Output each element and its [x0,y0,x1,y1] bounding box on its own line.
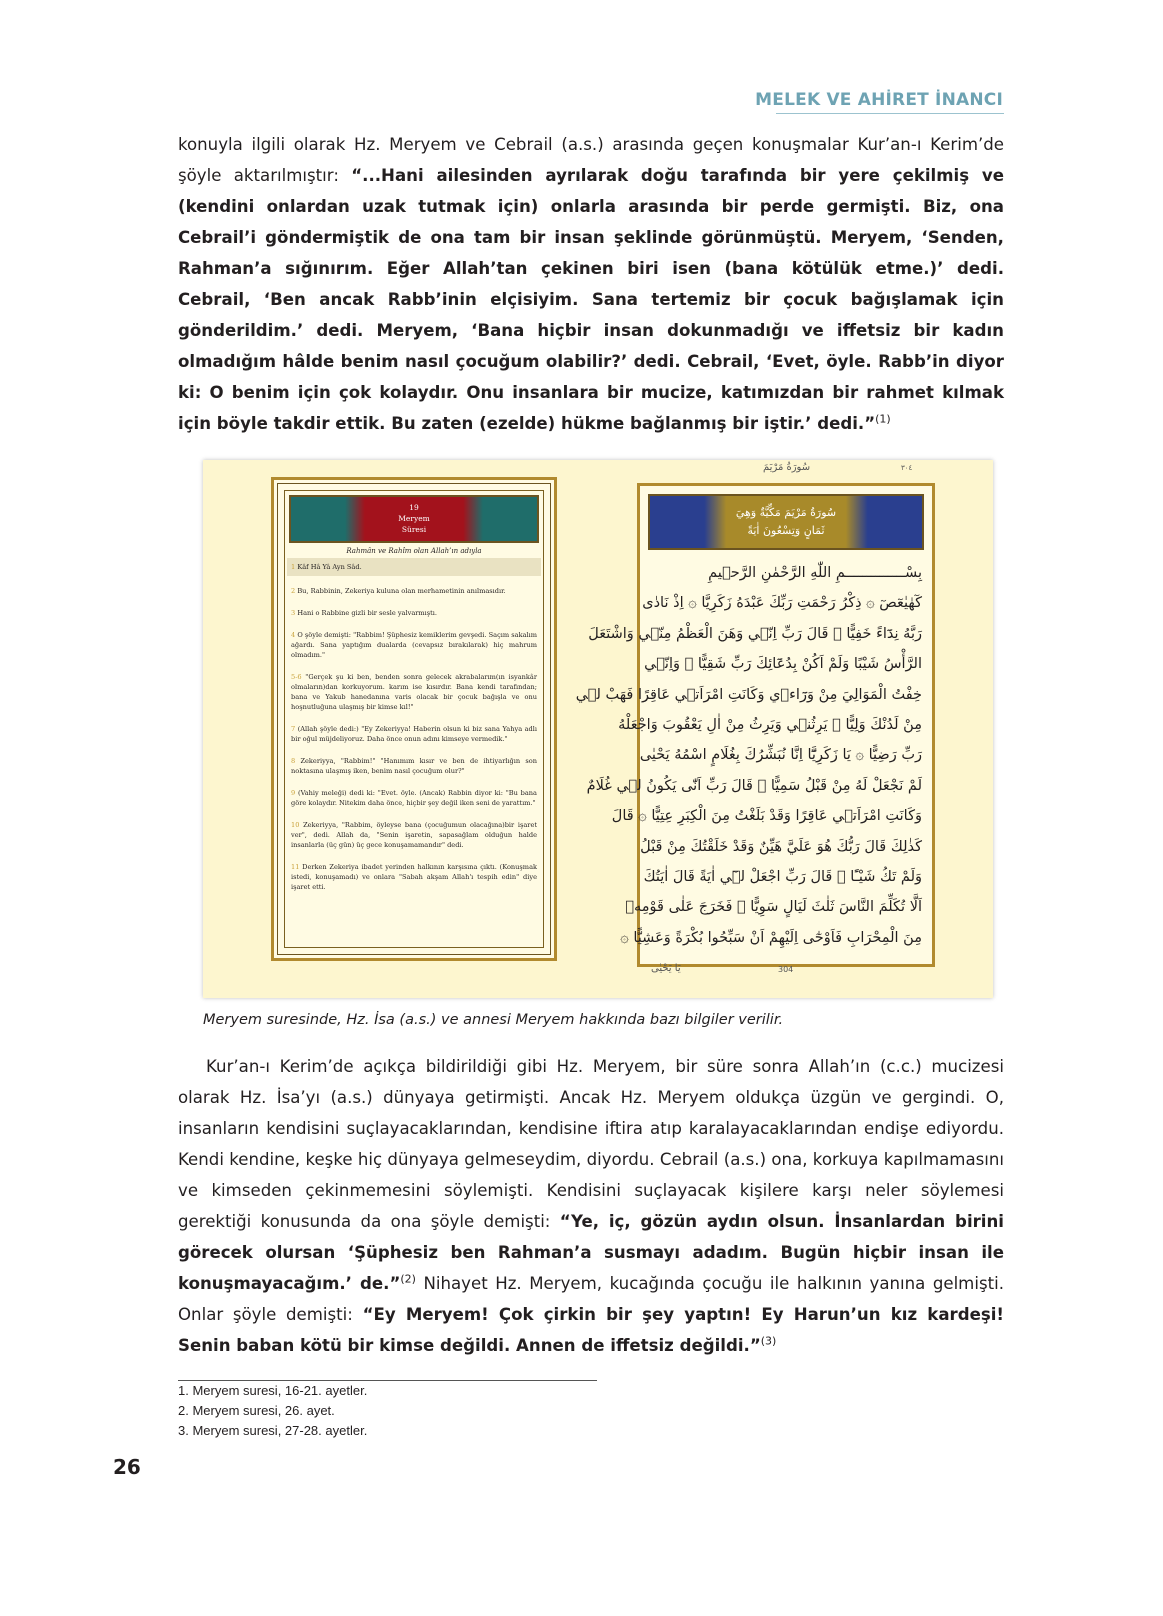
arabic-line: مِنَ الْمِحْرَابِ فَاَوْحٰٓى اِلَيْهِمْ اَنْ سَبِّحُوا بُكْرَةً وَعَشِيًّا ۞ [620,929,922,946]
arabic-line: لَمْ نَجْعَلْ لَهُ مِنْ قَبْلُ سَمِيًّا ۞ قَالَ رَبِّ اَنّٰى يَكُونُ ل۪ي غُلَامٌ [586,777,922,794]
verse-number: 2 [291,587,296,595]
arabic-line: رَبِّ رَضِيًّا ۞ يَا زَكَرِيَّٓا اِنَّا نُبَشِّرُكَ بِغُلَامٍ اسْمُهُ يَحْيٰى [639,747,922,764]
verse [291,820,537,850]
paragraph-text: Kur’an-ı Kerim’de açıkça bildirildiği gibi Hz. Meryem, bir süre sonra Allah’ın (c.c.) mucizesi olarak Hz. İsa’yı (a.s.) dünyaya getirmişti. Ancak Hz. Meryem oldukça üzgün ve gergindi. O, insanların kendisini suçlayacaklarından, kendisine iftira atıp karalayacaklarından endişe ediyordu. Kendi kendine, keşke hiç dünyaya gelmeseydim, diyordu. Cebrail (a.s.) ona, korkuya kapılmamasını ve kimseden çekinmemesini söylemişti. Kendisini suçlayacak kişilere karşı neler söylemesi gerektiği konusunda da ona şöyle demişti: [178,1057,1004,1231]
verse [291,586,537,596]
surah-banner: 19 Meryem Süresi [289,495,539,543]
verse-number: 9 [291,789,296,797]
mushaf-page-number: 304 [778,965,794,974]
quote-text: “Ye, iç, gözün aydın olsun. İnsanlardan birini görecek olursan ‘Şüphesiz ben Rahman’a susmayı adadım. Bugün hiçbir insan ile konuşmayacağım.’ de.” [178,1212,1004,1293]
paragraph-2 [178,1051,1004,1361]
verse-number: 1 [291,563,296,571]
paragraph-1 [178,129,1004,439]
verse-text: Hani o Rabbine gizli bir sesle yalvarmıştı. [297,609,437,617]
verse-text: Zekeriyya, "Rabbim!" "Hanımım kısır ve ben de ihtiyarlığın son noktasına ulaşmış iken, benim nasıl çocuğum olur?" [291,757,537,775]
footnote-ref: (1) [875,412,891,426]
verse-text: Bu, Rabbinin, Zekeriya kuluna olan merhametinin anılmasıdır. [297,587,506,595]
arabic-line: رَبَّهُ نِدَٓاءً خَفِيًّا ۞ قَالَ رَبِّ اِنّ۪ي وَهَنَ الْعَظْمُ مِنّ۪ي وَاشْتَعَلَ [588,625,922,642]
verse-number: 7 [291,725,296,733]
verse-text: "Gerçek şu ki ben, benden sonra gelecek akrabalarım(ın isyankâr olmaların)dan korkuyorum. karım ise kısırdır. Bana kendi tarafından; bana ve Yakub hanedanına varis olacak bir çocuk bağışla ve onu hoşnutluğuna ulaşmış bir kimse kıl!" [291,673,537,711]
arabic-line: كٓهٰيٰعٓصٓ ۞ ذِكْرُ رَحْمَتِ رَبِّكَ عَبْدَهُ زَكَرِيَّا ۞ اِذْ نَادٰى [642,595,922,612]
figure-caption: Meryem suresinde, Hz. İsa (a.s.) ve annesi Meryem hakkında bazı bilgiler verilir. [203,1012,784,1028]
arabic-line: الرَّأْسُ شَيْبًا وَلَمْ اَكُنْ بِدُعَٓائِكَ رَبِّ شَقِيًّا ۞ وَاِنّ۪ي [644,656,922,673]
verse-text: Kâf Hâ Yâ Ayn Sâd. [297,563,362,571]
verse [291,756,537,776]
quote-text: “Ey Meryem! Çok çirkin bir şey yaptın! Ey Harun’un kız kardeşi! Senin baban kötü bir kimse değildi. Annen de iffetsiz değildi.” [178,1305,1004,1355]
verse-number: 5-6 [291,673,302,681]
arabic-line: كَذٰلِكَ قَالَ رَبُّكَ هُوَ عَلَيَّ هَيِّنٌ وَقَدْ خَلَقْتُكَ مِنْ قَبْلُ [640,838,922,855]
arabic-line: وَكَانَتِ امْرَاَت۪ي عَاقِرًا وَقَدْ بَلَغْتُ مِنَ الْكِبَرِ عِتِيًّا ۞ قَالَ [611,808,922,825]
arabic-line: خِفْتُ الْمَوَالِيَ مِنْ وَرَٓاء۪ي وَكَانَتِ امْرَاَت۪ي عَاقِرًا فَهَبْ ل۪ي [575,686,922,703]
basmala: Rahmân ve Rahîm olan Allah’ın adıyla [346,547,482,555]
verse-text: Derken Zekeriya ibadet yerinden halkının karşısına çıktı. (Konuşmak istedi, konuşamadı) ve onlara "Sabah akşam Allah'ı tespih edin" diye işaret etti. [291,863,537,891]
arabic-line: مِنْ لَدُنْكَ وَلِيًّا ۞ يَرِثُن۪ي وَيَرِثُ مِنْ اٰلِ يَعْقُوبَ وَاجْعَلْهُ [618,717,922,734]
verse [287,558,541,576]
page-number: 26 [113,1455,141,1479]
verse-number: 11 [291,863,300,871]
arabic-surah-banner: سُورَةُ مَرْيَمَ مَكِّيَّةٌ وَهِيَ ثَمَانٍ وَتِسْعُونَ اٰيَةً [648,494,924,550]
verse [291,788,537,808]
footnote: 3. Meryem suresi, 27-28. ayetler. [178,1423,368,1438]
quote-text: “...Hani ailesinden ayrılarak doğu tarafında bir yere çekilmiş ve (kendini onlardan uzak tutmak için) onlarla arasında bir perde germişti. Biz, ona Cebrail’i göndermiştik de ona tam bir insan şeklinde görünmüştü. Meryem, ‘Senden, Rahman’a sığınırım. Eğer Allah’tan çekinen biri isen (bana kötülük etme.)’ dedi. Cebrail, ‘Ben ancak Rabb’inin elçisiyim. Sana tertemiz bir çocuk bağışlamak için gönderildim.’ dedi. Meryem, ‘Bana hiçbir insan dokunmadığı ve iffetsiz bir kadın olmadığım hâlde benim nasıl çocuğum olabilir?’ dedi. Cebrail, ‘Evet, öyle. Rabb’in diyor ki: O benim için çok kolaydır. Onu insanlara bir mucize, katımızdan bir rahmet kılmak için böyle takdir ettik. Bu zaten (ezelde) hükme bağlanmış bir iştir.’ dedi.” [178,166,1004,433]
arabic-line: اَلَّا تُكَلِّمَ النَّاسَ ثَلٰثَ لَيَالٍ سَوِيًّا ۞ فَخَرَجَ عَلٰى قَوْمِه۪ [625,899,922,916]
verse [291,724,537,744]
footnote-ref: (3) [760,1334,777,1348]
arabic-line: وَلَمْ تَكُ شَيْـًٔا ۞ قَالَ رَبِّ اجْعَلْ ل۪ٓي اٰيَةً قَالَ اٰيَتُكَ [643,869,922,886]
verse-number: 10 [291,821,300,829]
verse [291,608,537,618]
arabic-page-title: سُورَةُ مَرْيَمَ [763,462,811,473]
verse-text: O şöyle demişti: "Rabbim! Şüphesiz kemiklerim gevşedi. Saçım sakalım ağardı. Sana yaptığım dualarda (cevapsız bırakılarak) hiç mahrum olmadım." [291,631,537,659]
verse [291,672,537,712]
footnote: 1. Meryem suresi, 16-21. ayetler. [178,1383,368,1398]
arabic-line: بِسْــــــــــــــمِ اللّٰهِ الرَّحْمٰنِ الرَّح۪يمِ [708,565,922,581]
verse-text: (Allah şöyle dedi:) "Ey Zekeriyya! Haberin olsun ki biz sana Yahya adlı bir oğul müjdeliyoruz. Daha önce onun adını kimseye vermedik." [291,725,537,743]
arabic-page [575,483,935,967]
footnote-ref: (2) [400,1272,416,1286]
header-rule [776,113,1004,114]
verse-number: 8 [291,757,296,765]
arabic-page-number: ٣٠٤ [901,464,913,472]
footnote: 2. Meryem suresi, 26. ayet. [178,1403,335,1418]
paragraph-text: konuyla ilgili olarak Hz. Meryem ve Cebrail (a.s.) arasında geçen konuşmalar Kur’an-ı Kerim’de şöyle aktarılmıştır: [178,135,1004,185]
paragraph-text: Nihayet Hz. Meryem, kucağında çocuğu ile halkının yanına gelmişti. Onlar şöyle demişti: [178,1274,1004,1324]
footnote-rule [178,1380,597,1381]
verse [291,630,537,660]
verse-number: 4 [291,631,296,639]
verse-text: (Vahiy meleği) dedi ki: "Evet. öyle. (Ancak) Rabbin diyor ki: "Bu bana göre kolaydır. Nitekim daha önce, hiçbir şey değil iken seni de yarattım." [291,789,537,807]
verse-number: 3 [291,609,296,617]
verse [291,862,537,892]
verse-text: Zekeriyya, "Rabbim, öyleyse bana (çocuğumun olacağına)bir işaret ver", dedi. Allah da, "Senin işaretin, sapasağlam olduğun halde insanlarla (üç gün) üç gece konuşamamandır" dedi. [291,821,537,849]
translation-page [271,477,557,961]
catchword: يَا يَحْيٰى [651,963,681,974]
quran-figure [203,460,993,998]
chapter-header: MELEK VE AHİRET İNANCI [755,90,1003,110]
